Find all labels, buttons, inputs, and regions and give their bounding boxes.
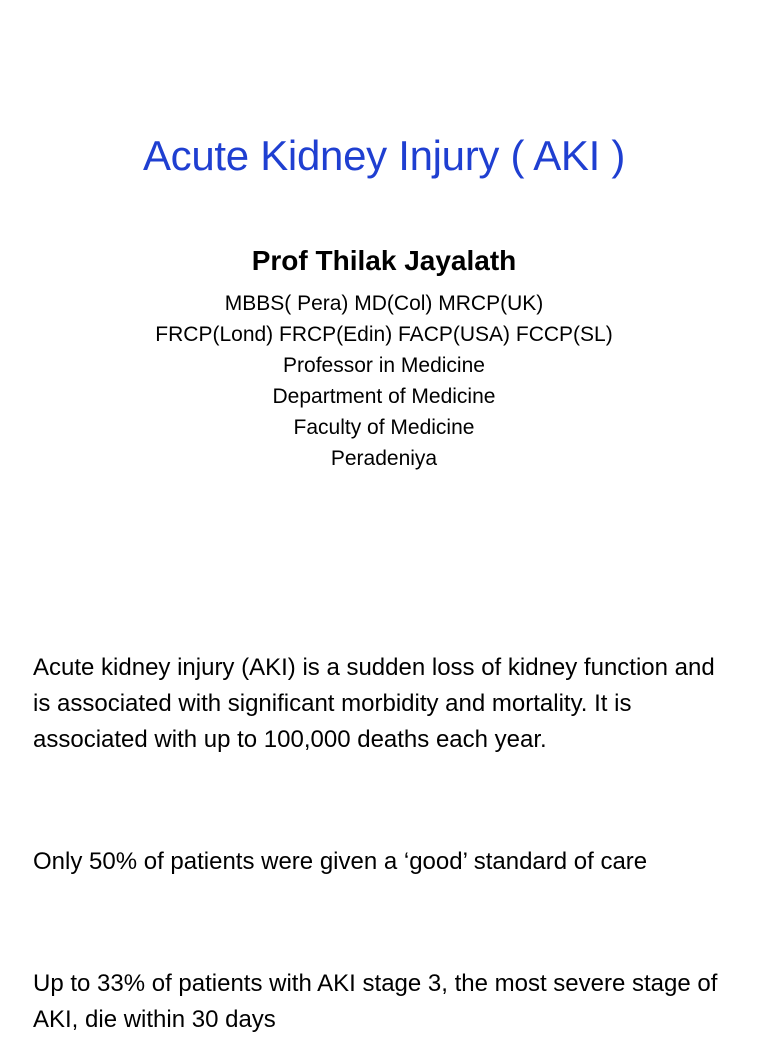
author-block <box>0 242 768 474</box>
body-paragraph: Acute kidney injury (AKI) is a sudden loss of kidney function and is associated with significant morbidity and mortality. It is associated with up to 100,000 deaths each year. <box>33 654 715 753</box>
slide-title: Acute Kidney Injury ( AKI ) <box>142 132 626 179</box>
credential-line: FRCP(Lond) FRCP(Edin) FACP(USA) FCCP(SL) <box>155 323 613 346</box>
credential-line: Faculty of Medicine <box>293 416 475 439</box>
author-name: Prof Thilak Jayalath <box>251 245 517 276</box>
body-paragraph: Up to 33% of patients with AKI stage 3, the most severe stage of AKI, die within 30 days <box>33 970 718 1033</box>
content-slide <box>0 600 768 1033</box>
body-paragraph: Only 50% of patients were given a ‘good’ standard of care <box>33 848 648 875</box>
credential-line: Professor in Medicine <box>283 354 485 377</box>
credential-line: MBBS( Pera) MD(Col) MRCP(UK) <box>224 292 544 315</box>
credential-line: Department of Medicine <box>272 385 496 408</box>
credential-line: Peradeniya <box>330 447 438 470</box>
